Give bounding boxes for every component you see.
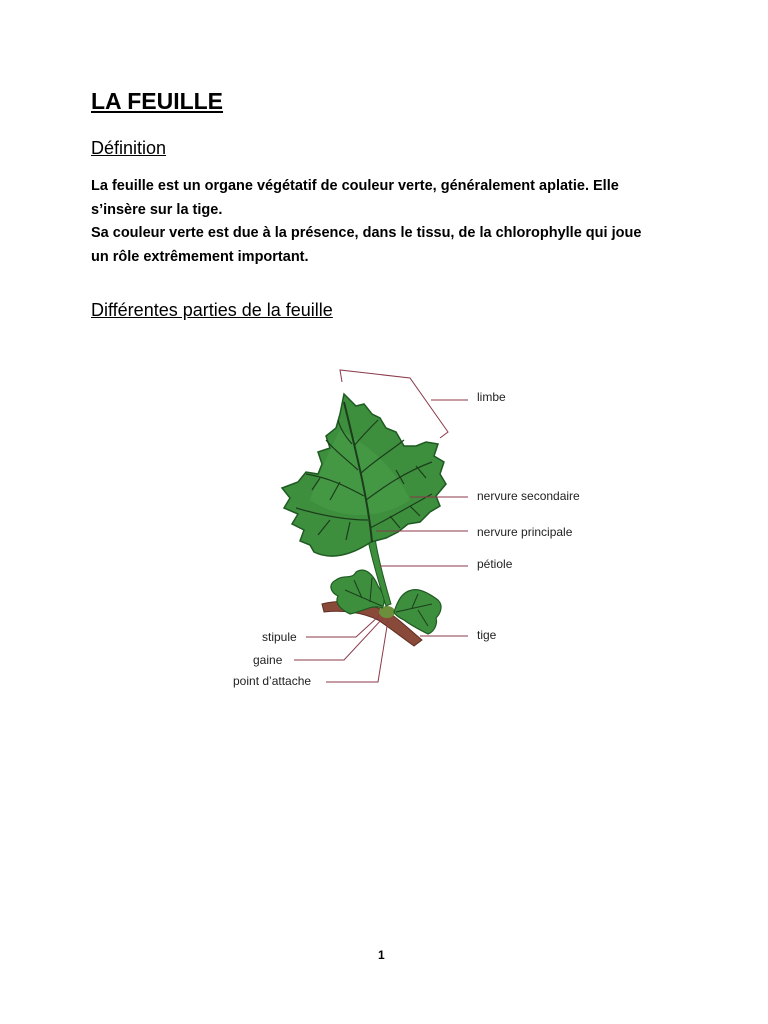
label-stipule: stipule [262,630,297,644]
label-point-attache: point d’attache [233,674,312,688]
label-nervure-secondaire: nervure secondaire [477,489,580,503]
parts-heading: Différentes parties de la feuille [91,300,333,320]
definition-line: Sa couleur verte est due à la présence, dans le tissu, de la chlorophylle qui joue [91,225,642,241]
definition-line: La feuille est un organe végétatif de couleur verte, généralement aplatie. Elle [91,178,619,194]
label-gaine: gaine [253,653,283,667]
page-number: 1 [378,948,385,962]
definition-heading: Définition [91,138,167,158]
label-petiole: pétiole [477,557,513,571]
definition-line: un rôle extrêmement important. [91,248,309,265]
page-title: LA FEUILLE [91,88,224,114]
label-tige: tige [477,628,497,642]
label-nervure-principale: nervure principale [477,525,573,539]
definition-line: s’insère sur la tige. [91,201,223,218]
label-limbe: limbe [477,390,506,404]
